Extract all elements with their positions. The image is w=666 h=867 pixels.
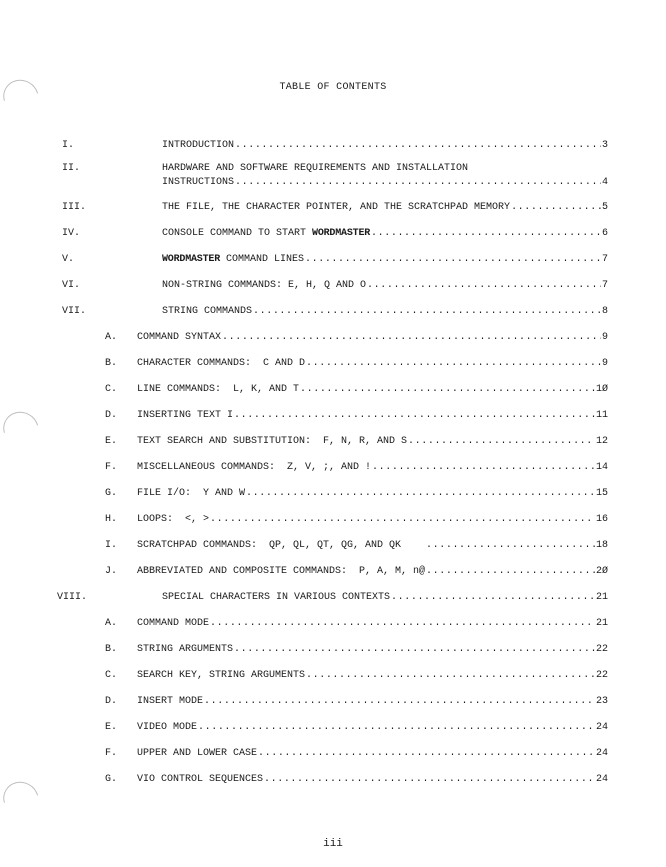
page-number: 6 — [601, 228, 608, 239]
page-number: 4 — [601, 177, 608, 188]
subsection-letter: G. — [105, 774, 118, 785]
toc-row — [0, 565, 666, 579]
page-number: 24 — [595, 722, 608, 733]
toc-entry — [137, 435, 608, 448]
dot-leader — [306, 357, 601, 370]
page-number: 22 — [595, 670, 608, 681]
toc-row — [0, 201, 666, 215]
toc-entry — [162, 176, 608, 189]
toc-entry — [137, 331, 608, 344]
section-number: II. — [62, 163, 81, 174]
dot-leader — [222, 331, 601, 344]
page-number: 11 — [595, 410, 608, 421]
page-number: 22 — [595, 644, 608, 655]
toc-entry — [162, 139, 608, 152]
toc-entry — [162, 591, 608, 604]
page-title: TABLE OF CONTENTS — [279, 82, 387, 93]
dot-leader — [391, 591, 595, 604]
page-number: 7 — [601, 254, 608, 265]
subsection-letter: D. — [105, 696, 118, 707]
toc-entry — [137, 409, 608, 422]
subsection-letter: E. — [105, 436, 118, 447]
page-number: 15 — [595, 488, 608, 499]
section-title: INSERTING TEXT I — [137, 410, 234, 421]
section-title: COMMAND LINES — [220, 254, 305, 265]
section-number: VII. — [62, 306, 87, 317]
section-title: COMMAND MODE — [137, 618, 210, 629]
toc-entry — [137, 383, 608, 396]
section-title: STRING ARGUMENTS — [137, 644, 234, 655]
section-title-bold: WORDMASTER — [312, 228, 371, 239]
dot-leader — [372, 461, 595, 474]
page-number: 24 — [595, 774, 608, 785]
toc-entry — [137, 747, 608, 760]
section-number: III. — [62, 202, 87, 213]
toc-entry — [162, 279, 608, 292]
toc-row — [0, 383, 666, 397]
section-title: SPECIAL CHARACTERS IN VARIOUS CONTEXTS — [162, 592, 391, 603]
section-title: ABBREVIATED AND COMPOSITE COMMANDS: P, A, M, n@ — [137, 566, 426, 577]
toc-entry — [137, 539, 608, 552]
toc-entry — [137, 617, 608, 630]
subsection-letter: I. — [105, 540, 118, 551]
section-title: INSTRUCTIONS — [162, 177, 235, 188]
toc-row — [0, 435, 666, 449]
dot-leader — [264, 773, 595, 786]
toc-row — [0, 279, 666, 293]
toc-row — [0, 409, 666, 423]
subsection-letter: F. — [105, 462, 118, 473]
dot-leader — [210, 617, 595, 630]
toc-row — [0, 461, 666, 475]
subsection-letter: B. — [105, 358, 118, 369]
page-number: 23 — [595, 696, 608, 707]
section-title: MISCELLANEOUS COMMANDS: Z, V, ;, AND ! — [137, 462, 372, 473]
section-title: COMMAND SYNTAX — [137, 332, 222, 343]
page-number: 9 — [601, 358, 608, 369]
toc-row — [0, 513, 666, 527]
toc-entry — [137, 721, 608, 734]
toc-entry — [162, 201, 608, 214]
subsection-letter: J. — [105, 566, 118, 577]
dot-leader — [246, 487, 595, 500]
page-number: 12 — [595, 436, 608, 447]
punch-hole-mark — [0, 73, 45, 120]
toc-row — [0, 643, 666, 657]
dot-leader — [408, 435, 595, 448]
page-number: 21 — [595, 618, 608, 629]
toc-row — [0, 487, 666, 501]
dot-leader — [204, 695, 595, 708]
page-number: 16 — [595, 514, 608, 525]
dot-leader — [235, 139, 601, 152]
section-title: INSERT MODE — [137, 696, 204, 707]
toc-row — [0, 227, 666, 241]
subsection-letter: F. — [105, 748, 118, 759]
dot-leader — [300, 383, 595, 396]
section-title: UPPER AND LOWER CASE — [137, 748, 258, 759]
subsection-letter: C. — [105, 670, 118, 681]
toc-entry — [137, 565, 608, 578]
section-title-line1: HARDWARE AND SOFTWARE REQUIREMENTS AND INSTALLATION — [162, 163, 469, 174]
toc-row — [0, 669, 666, 683]
dot-leader — [198, 721, 595, 734]
toc-entry — [137, 773, 608, 786]
dot-leader — [234, 409, 595, 422]
page-number: 8 — [601, 306, 608, 317]
toc-row — [0, 139, 666, 153]
toc-row — [0, 253, 666, 267]
subsection-letter: G. — [105, 488, 118, 499]
section-title: THE FILE, THE CHARACTER POINTER, AND THE SCRATCHPAD MEMORY — [162, 202, 511, 213]
section-title: STRING COMMANDS — [162, 306, 253, 317]
section-title: LINE COMMANDS: L, K, AND T — [137, 384, 300, 395]
toc-entry — [137, 357, 608, 370]
toc-entry — [137, 513, 608, 526]
page-number: 18 — [595, 540, 608, 551]
toc-entry — [162, 305, 608, 318]
section-title: CONSOLE COMMAND TO START — [162, 228, 313, 239]
toc-row — [0, 331, 666, 345]
page-number: 2Ø — [595, 566, 608, 577]
toc-row — [0, 591, 666, 605]
subsection-letter: D. — [105, 410, 118, 421]
dot-leader — [253, 305, 601, 318]
dot-leader — [305, 253, 601, 266]
dot-leader — [234, 643, 595, 656]
subsection-letter: E. — [105, 722, 118, 733]
toc-entry — [137, 669, 608, 682]
toc-entry — [162, 253, 608, 266]
toc-row — [0, 305, 666, 319]
section-title: VIO CONTROL SEQUENCES — [137, 774, 264, 785]
dot-leader — [367, 279, 601, 292]
toc-entry — [137, 487, 608, 500]
section-number: I. — [62, 140, 75, 151]
section-title-bold: WORDMASTER — [162, 254, 221, 265]
toc-row — [0, 357, 666, 371]
footer-page-number: iii — [323, 838, 343, 850]
toc-row — [0, 721, 666, 735]
section-title: FILE I/O: Y AND W — [137, 488, 246, 499]
subsection-letter: A. — [105, 332, 118, 343]
toc-row — [0, 539, 666, 553]
dot-leader — [371, 227, 601, 240]
section-number: IV. — [62, 228, 81, 239]
page-number: 7 — [601, 280, 608, 291]
toc-row — [0, 162, 666, 188]
toc-row — [0, 747, 666, 761]
page-number: 3 — [601, 140, 608, 151]
toc-row — [0, 773, 666, 787]
page-number: 1Ø — [595, 384, 608, 395]
section-title: INTRODUCTION — [162, 140, 235, 151]
toc-entry — [162, 227, 608, 240]
section-title: CHARACTER COMMANDS: C AND D — [137, 358, 306, 369]
toc-row — [0, 617, 666, 631]
dot-leader — [426, 565, 595, 578]
section-number: V. — [62, 254, 75, 265]
section-number: VI. — [62, 280, 81, 291]
subsection-letter: A. — [105, 618, 118, 629]
toc-entry — [137, 461, 608, 474]
dot-leader — [306, 669, 595, 682]
section-title: VIDEO MODE — [137, 722, 198, 733]
dot-leader — [210, 513, 595, 526]
dot-leader — [426, 539, 595, 552]
subsection-letter: C. — [105, 384, 118, 395]
page-number: 9 — [601, 332, 608, 343]
page-number: 5 — [601, 202, 608, 213]
section-number: VIII. — [57, 592, 88, 603]
subsection-letter: H. — [105, 514, 118, 525]
section-title: SCRATCHPAD COMMANDS: QP, QL, QT, QG, AND QK — [137, 540, 426, 551]
subsection-letter: B. — [105, 644, 118, 655]
page-number: 21 — [595, 592, 608, 603]
toc-entry — [137, 643, 608, 656]
page-number: 14 — [595, 462, 608, 473]
dot-leader — [258, 747, 595, 760]
toc-row — [0, 695, 666, 709]
section-title: TEXT SEARCH AND SUBSTITUTION: F, N, R, AND S — [137, 436, 408, 447]
dot-leader — [511, 201, 601, 214]
toc-entry — [137, 695, 608, 708]
section-title: LOOPS: <, > — [137, 514, 210, 525]
page-number: 24 — [595, 748, 608, 759]
section-title: NON-STRING COMMANDS: E, H, Q AND O — [162, 280, 367, 291]
section-title: SEARCH KEY, STRING ARGUMENTS — [137, 670, 306, 681]
dot-leader — [235, 176, 601, 189]
